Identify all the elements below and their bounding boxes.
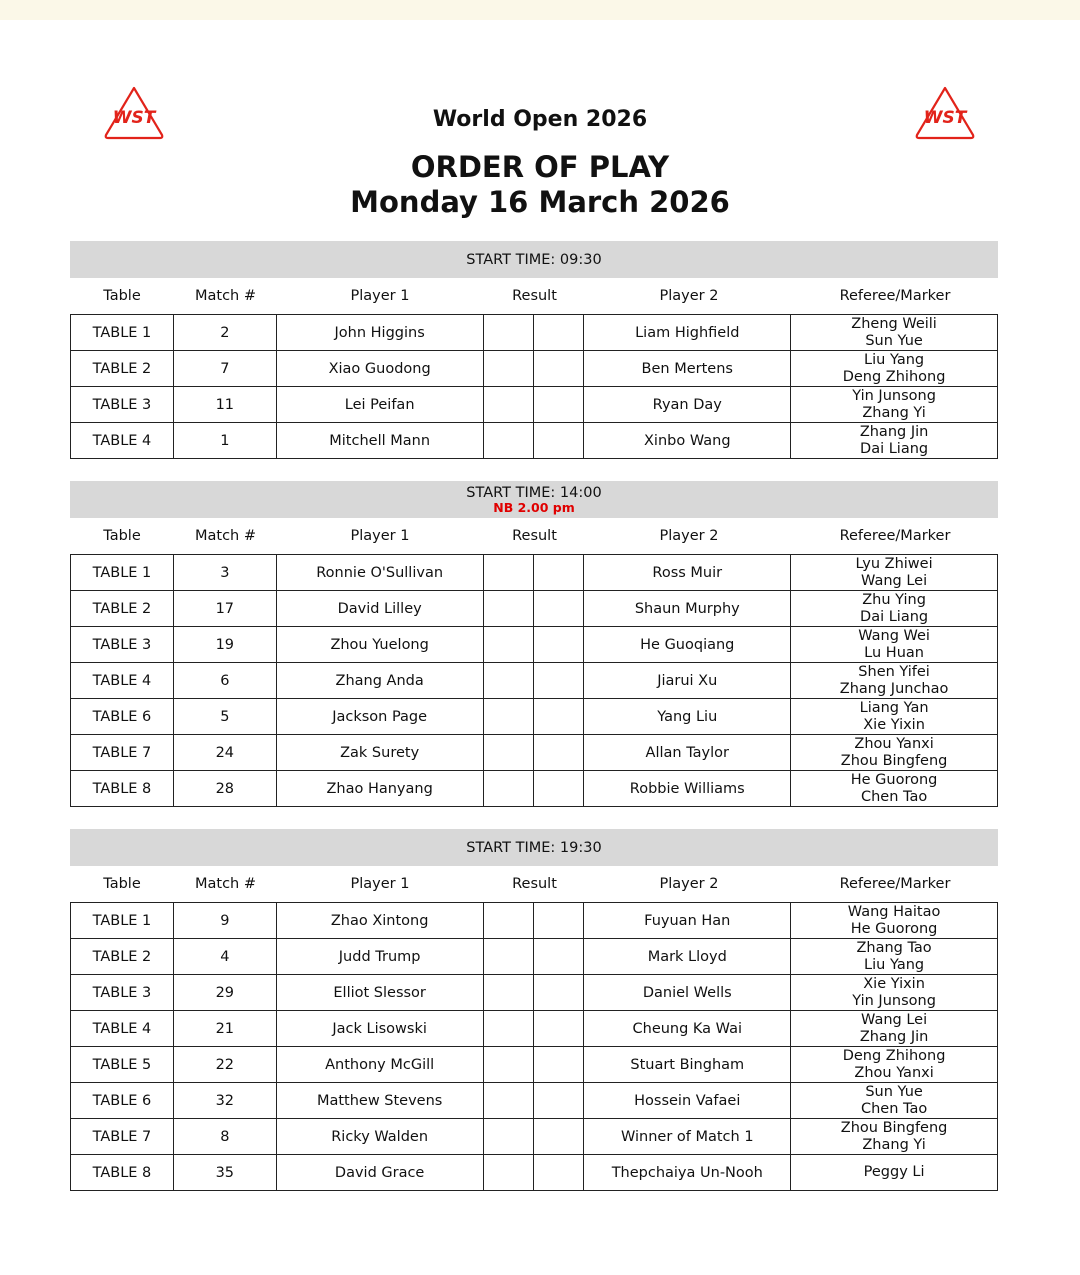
referee-marker-cell bbox=[791, 699, 998, 735]
referee-name: Wang Haitao bbox=[847, 903, 941, 920]
player1-cell: Mitchell Mann bbox=[276, 423, 483, 459]
column-header: Player 1 bbox=[350, 288, 410, 304]
match-number-cell: 28 bbox=[173, 771, 276, 807]
top-band bbox=[0, 0, 1080, 20]
referee-marker-cell bbox=[791, 591, 998, 627]
result-cell-1 bbox=[483, 591, 533, 627]
result-cell-1 bbox=[483, 1011, 533, 1047]
result-cell-2 bbox=[533, 1155, 583, 1191]
player2-cell: Ross Muir bbox=[584, 555, 791, 591]
result-cell-2 bbox=[533, 939, 583, 975]
match-number-cell: 3 bbox=[173, 555, 276, 591]
result-cell-1 bbox=[483, 1083, 533, 1119]
player1-cell: Zhao Hanyang bbox=[276, 771, 483, 807]
player1-cell: Anthony McGill bbox=[276, 1047, 483, 1083]
result-cell-1 bbox=[483, 975, 533, 1011]
marker-name: Dai Liang bbox=[860, 440, 929, 457]
table-cell: TABLE 7 bbox=[71, 1119, 174, 1155]
player2-cell: Mark Lloyd bbox=[584, 939, 791, 975]
result-cell-2 bbox=[533, 351, 583, 387]
table-row bbox=[71, 771, 998, 807]
referee-name: Zhu Ying bbox=[862, 591, 926, 608]
referee-marker-cell bbox=[791, 423, 998, 459]
referee-marker-cell bbox=[791, 771, 998, 807]
marker-name: Chen Tao bbox=[860, 788, 928, 805]
result-cell-2 bbox=[533, 1011, 583, 1047]
match-number-cell: 7 bbox=[173, 351, 276, 387]
referee-name: Zhou Yanxi bbox=[854, 735, 934, 752]
column-header: Table bbox=[103, 528, 141, 544]
result-cell-1 bbox=[483, 735, 533, 771]
referee-marker-cell bbox=[791, 315, 998, 351]
player2-cell: Shaun Murphy bbox=[584, 591, 791, 627]
player1-cell: Ronnie O'Sullivan bbox=[276, 555, 483, 591]
referee-name: Lyu Zhiwei bbox=[855, 555, 933, 572]
result-cell-2 bbox=[533, 903, 583, 939]
referee-marker-cell bbox=[791, 663, 998, 699]
player1-cell: Matthew Stevens bbox=[276, 1083, 483, 1119]
player1-cell: Judd Trump bbox=[276, 939, 483, 975]
column-header: Table bbox=[103, 876, 141, 892]
result-cell-2 bbox=[533, 1083, 583, 1119]
referee-marker-cell bbox=[791, 975, 998, 1011]
player2-cell: Cheung Ka Wai bbox=[584, 1011, 791, 1047]
result-cell-1 bbox=[483, 663, 533, 699]
player2-cell: Ryan Day bbox=[584, 387, 791, 423]
match-table bbox=[70, 554, 998, 807]
match-number-cell: 9 bbox=[173, 903, 276, 939]
marker-name: Sun Yue bbox=[865, 332, 923, 349]
referee-name: Yin Junsong bbox=[852, 387, 936, 404]
player2-cell: Yang Liu bbox=[584, 699, 791, 735]
logo-text: WST bbox=[923, 108, 967, 128]
table-row bbox=[71, 1119, 998, 1155]
column-header: Referee/Marker bbox=[839, 288, 951, 304]
table-cell: TABLE 8 bbox=[71, 1155, 174, 1191]
table-row bbox=[71, 591, 998, 627]
result-cell-1 bbox=[483, 771, 533, 807]
column-header: Match # bbox=[194, 876, 256, 892]
table-row bbox=[71, 1047, 998, 1083]
player2-cell: Hossein Vafaei bbox=[584, 1083, 791, 1119]
column-header: Player 1 bbox=[350, 876, 410, 892]
match-number-cell: 29 bbox=[173, 975, 276, 1011]
match-number-cell: 32 bbox=[173, 1083, 276, 1119]
match-number-cell: 21 bbox=[173, 1011, 276, 1047]
referee-name: Liang Yan bbox=[859, 699, 929, 716]
result-cell-2 bbox=[533, 1119, 583, 1155]
player2-cell: Ben Mertens bbox=[584, 351, 791, 387]
match-number-cell: 19 bbox=[173, 627, 276, 663]
player1-cell: Elliot Slessor bbox=[276, 975, 483, 1011]
player2-cell: He Guoqiang bbox=[584, 627, 791, 663]
result-cell-2 bbox=[533, 627, 583, 663]
match-number-cell: 22 bbox=[173, 1047, 276, 1083]
table-cell: TABLE 1 bbox=[71, 903, 174, 939]
result-cell-2 bbox=[533, 699, 583, 735]
column-header: Match # bbox=[194, 288, 256, 304]
player2-cell: Allan Taylor bbox=[584, 735, 791, 771]
match-number-cell: 24 bbox=[173, 735, 276, 771]
match-number-cell: 11 bbox=[173, 387, 276, 423]
session-evening bbox=[70, 829, 998, 1191]
table-row bbox=[71, 939, 998, 975]
match-table bbox=[70, 314, 998, 459]
player2-cell: Stuart Bingham bbox=[584, 1047, 791, 1083]
player1-cell: Jackson Page bbox=[276, 699, 483, 735]
player1-cell: Jack Lisowski bbox=[276, 1011, 483, 1047]
table-cell: TABLE 1 bbox=[71, 555, 174, 591]
column-header: Result bbox=[512, 876, 557, 892]
referee-marker-cell bbox=[791, 903, 998, 939]
referee-name: Zhou Bingfeng bbox=[840, 1119, 948, 1136]
player1-cell: Xiao Guodong bbox=[276, 351, 483, 387]
referee-name: Wang Lei bbox=[861, 1011, 928, 1028]
table-row bbox=[71, 555, 998, 591]
table-row bbox=[71, 699, 998, 735]
column-header: Referee/Marker bbox=[839, 528, 951, 544]
player2-cell: Thepchaiya Un-Nooh bbox=[584, 1155, 791, 1191]
referee-name: Zhang Tao bbox=[856, 939, 932, 956]
order-of-play-heading: ORDER OF PLAY bbox=[410, 150, 670, 184]
column-header: Player 1 bbox=[350, 528, 410, 544]
result-cell-1 bbox=[483, 699, 533, 735]
referee-marker-cell bbox=[791, 939, 998, 975]
player2-cell: Liam Highfield bbox=[584, 315, 791, 351]
marker-name: Zhang Yi bbox=[862, 404, 926, 421]
marker-name: Deng Zhihong bbox=[842, 368, 946, 385]
referee-name: Wang Wei bbox=[858, 627, 930, 644]
table-row bbox=[71, 387, 998, 423]
result-cell-2 bbox=[533, 1047, 583, 1083]
logo-text: WST bbox=[112, 108, 156, 128]
column-header: Result bbox=[512, 288, 557, 304]
match-number-cell: 35 bbox=[173, 1155, 276, 1191]
table-row bbox=[71, 1083, 998, 1119]
start-time-band bbox=[70, 829, 998, 866]
referee-marker-cell bbox=[791, 1155, 998, 1191]
table-cell: TABLE 4 bbox=[71, 663, 174, 699]
player1-cell: Zak Surety bbox=[276, 735, 483, 771]
result-cell-1 bbox=[483, 627, 533, 663]
marker-name: Wang Lei bbox=[861, 572, 928, 589]
marker-name: Zhou Bingfeng bbox=[840, 752, 948, 769]
referee-marker-cell bbox=[791, 555, 998, 591]
result-cell-2 bbox=[533, 771, 583, 807]
start-time: START TIME: 14:00 bbox=[466, 485, 602, 501]
result-cell-2 bbox=[533, 555, 583, 591]
column-header: Table bbox=[103, 288, 141, 304]
start-time: START TIME: 09:30 bbox=[466, 251, 602, 268]
start-time-band bbox=[70, 481, 998, 518]
table-cell: TABLE 8 bbox=[71, 771, 174, 807]
marker-name: Zhang Jin bbox=[859, 1028, 929, 1045]
referee-marker-cell bbox=[791, 1083, 998, 1119]
player1-cell: Lei Peifan bbox=[276, 387, 483, 423]
table-row bbox=[71, 1011, 998, 1047]
result-cell-2 bbox=[533, 423, 583, 459]
session-morning bbox=[70, 241, 998, 459]
result-cell-1 bbox=[483, 939, 533, 975]
result-cell-2 bbox=[533, 315, 583, 351]
table-row bbox=[71, 735, 998, 771]
result-cell-1 bbox=[483, 903, 533, 939]
player1-cell: John Higgins bbox=[276, 315, 483, 351]
start-time-band bbox=[70, 241, 998, 278]
result-cell-2 bbox=[533, 591, 583, 627]
referee-name: Deng Zhihong bbox=[842, 1047, 946, 1064]
match-number-cell: 8 bbox=[173, 1119, 276, 1155]
player1-cell: Zhou Yuelong bbox=[276, 627, 483, 663]
player2-cell: Fuyuan Han bbox=[584, 903, 791, 939]
table-row bbox=[71, 351, 998, 387]
result-cell-1 bbox=[483, 387, 533, 423]
match-table bbox=[70, 902, 998, 1191]
marker-name: Xie Yixin bbox=[863, 716, 925, 733]
referee-name: Zhang Jin bbox=[859, 423, 929, 440]
match-number-cell: 2 bbox=[173, 315, 276, 351]
table-row bbox=[71, 1155, 998, 1191]
referee-marker-cell bbox=[791, 1047, 998, 1083]
match-number-cell: 6 bbox=[173, 663, 276, 699]
referee-name: Zheng Weili bbox=[851, 315, 937, 332]
referee-name: Xie Yixin bbox=[863, 975, 925, 992]
referee-name: Sun Yue bbox=[865, 1083, 923, 1100]
column-header-row bbox=[70, 518, 998, 554]
table-cell: TABLE 4 bbox=[71, 423, 174, 459]
result-cell-1 bbox=[483, 1119, 533, 1155]
player2-cell: Xinbo Wang bbox=[584, 423, 791, 459]
table-cell: TABLE 3 bbox=[71, 975, 174, 1011]
referee-name: Shen Yifei bbox=[858, 663, 930, 680]
player2-cell: Winner of Match 1 bbox=[584, 1119, 791, 1155]
referee-name: He Guorong bbox=[850, 771, 938, 788]
referee-name: Liu Yang bbox=[864, 351, 925, 368]
player2-cell: Jiarui Xu bbox=[584, 663, 791, 699]
table-row bbox=[71, 315, 998, 351]
marker-name: Chen Tao bbox=[860, 1100, 928, 1117]
result-cell-2 bbox=[533, 663, 583, 699]
marker-name: Lu Huan bbox=[864, 644, 924, 661]
column-header-row bbox=[70, 866, 998, 902]
table-row bbox=[71, 627, 998, 663]
result-cell-1 bbox=[483, 1155, 533, 1191]
referee-marker-cell bbox=[791, 387, 998, 423]
result-cell-2 bbox=[533, 735, 583, 771]
marker-name: Dai Liang bbox=[860, 608, 929, 625]
result-cell-1 bbox=[483, 315, 533, 351]
player1-cell: Ricky Walden bbox=[276, 1119, 483, 1155]
page-title bbox=[0, 150, 1080, 220]
player1-cell: David Grace bbox=[276, 1155, 483, 1191]
marker-name: Zhou Yanxi bbox=[854, 1064, 934, 1081]
marker-name: Yin Junsong bbox=[852, 992, 936, 1009]
table-cell: TABLE 1 bbox=[71, 315, 174, 351]
table-row bbox=[71, 663, 998, 699]
column-header: Player 2 bbox=[659, 528, 719, 544]
player2-cell: Robbie Williams bbox=[584, 771, 791, 807]
column-header: Player 2 bbox=[659, 876, 719, 892]
marker-name: Zhang Yi bbox=[862, 1136, 926, 1153]
marker-name: He Guorong bbox=[850, 920, 938, 937]
match-number-cell: 17 bbox=[173, 591, 276, 627]
column-header: Player 2 bbox=[659, 288, 719, 304]
referee-marker-cell bbox=[791, 1119, 998, 1155]
referee-marker-cell bbox=[791, 351, 998, 387]
result-cell-1 bbox=[483, 1047, 533, 1083]
result-cell-1 bbox=[483, 423, 533, 459]
event-title: World Open 2026 bbox=[432, 107, 648, 132]
result-cell-1 bbox=[483, 555, 533, 591]
player1-cell: Zhao Xintong bbox=[276, 903, 483, 939]
referee-marker-cell bbox=[791, 627, 998, 663]
start-time: START TIME: 19:30 bbox=[466, 839, 602, 856]
match-number-cell: 5 bbox=[173, 699, 276, 735]
table-row bbox=[71, 423, 998, 459]
player1-cell: David Lilley bbox=[276, 591, 483, 627]
table-cell: TABLE 2 bbox=[71, 939, 174, 975]
result-cell-1 bbox=[483, 351, 533, 387]
table-row bbox=[71, 975, 998, 1011]
start-time-note: NB 2.00 pm bbox=[493, 500, 575, 515]
column-header: Result bbox=[512, 528, 557, 544]
table-cell: TABLE 2 bbox=[71, 591, 174, 627]
date-heading: Monday 16 March 2026 bbox=[350, 185, 730, 219]
table-cell: TABLE 6 bbox=[71, 1083, 174, 1119]
marker-name: Zhang Junchao bbox=[839, 680, 949, 697]
table-cell: TABLE 2 bbox=[71, 351, 174, 387]
result-cell-2 bbox=[533, 975, 583, 1011]
table-cell: TABLE 3 bbox=[71, 627, 174, 663]
session-afternoon bbox=[70, 481, 998, 807]
match-number-cell: 1 bbox=[173, 423, 276, 459]
table-row bbox=[71, 903, 998, 939]
table-cell: TABLE 5 bbox=[71, 1047, 174, 1083]
table-cell: TABLE 7 bbox=[71, 735, 174, 771]
table-cell: TABLE 6 bbox=[71, 699, 174, 735]
table-cell: TABLE 4 bbox=[71, 1011, 174, 1047]
referee-marker-cell bbox=[791, 735, 998, 771]
player2-cell: Daniel Wells bbox=[584, 975, 791, 1011]
player1-cell: Zhang Anda bbox=[276, 663, 483, 699]
column-header: Referee/Marker bbox=[839, 876, 951, 892]
result-cell-2 bbox=[533, 387, 583, 423]
column-header-row bbox=[70, 278, 998, 314]
match-number-cell: 4 bbox=[173, 939, 276, 975]
marker-name: Liu Yang bbox=[864, 956, 925, 973]
table-cell: TABLE 3 bbox=[71, 387, 174, 423]
referee-marker-cell bbox=[791, 1011, 998, 1047]
referee-name: Peggy Li bbox=[863, 1164, 925, 1180]
column-header: Match # bbox=[194, 528, 256, 544]
